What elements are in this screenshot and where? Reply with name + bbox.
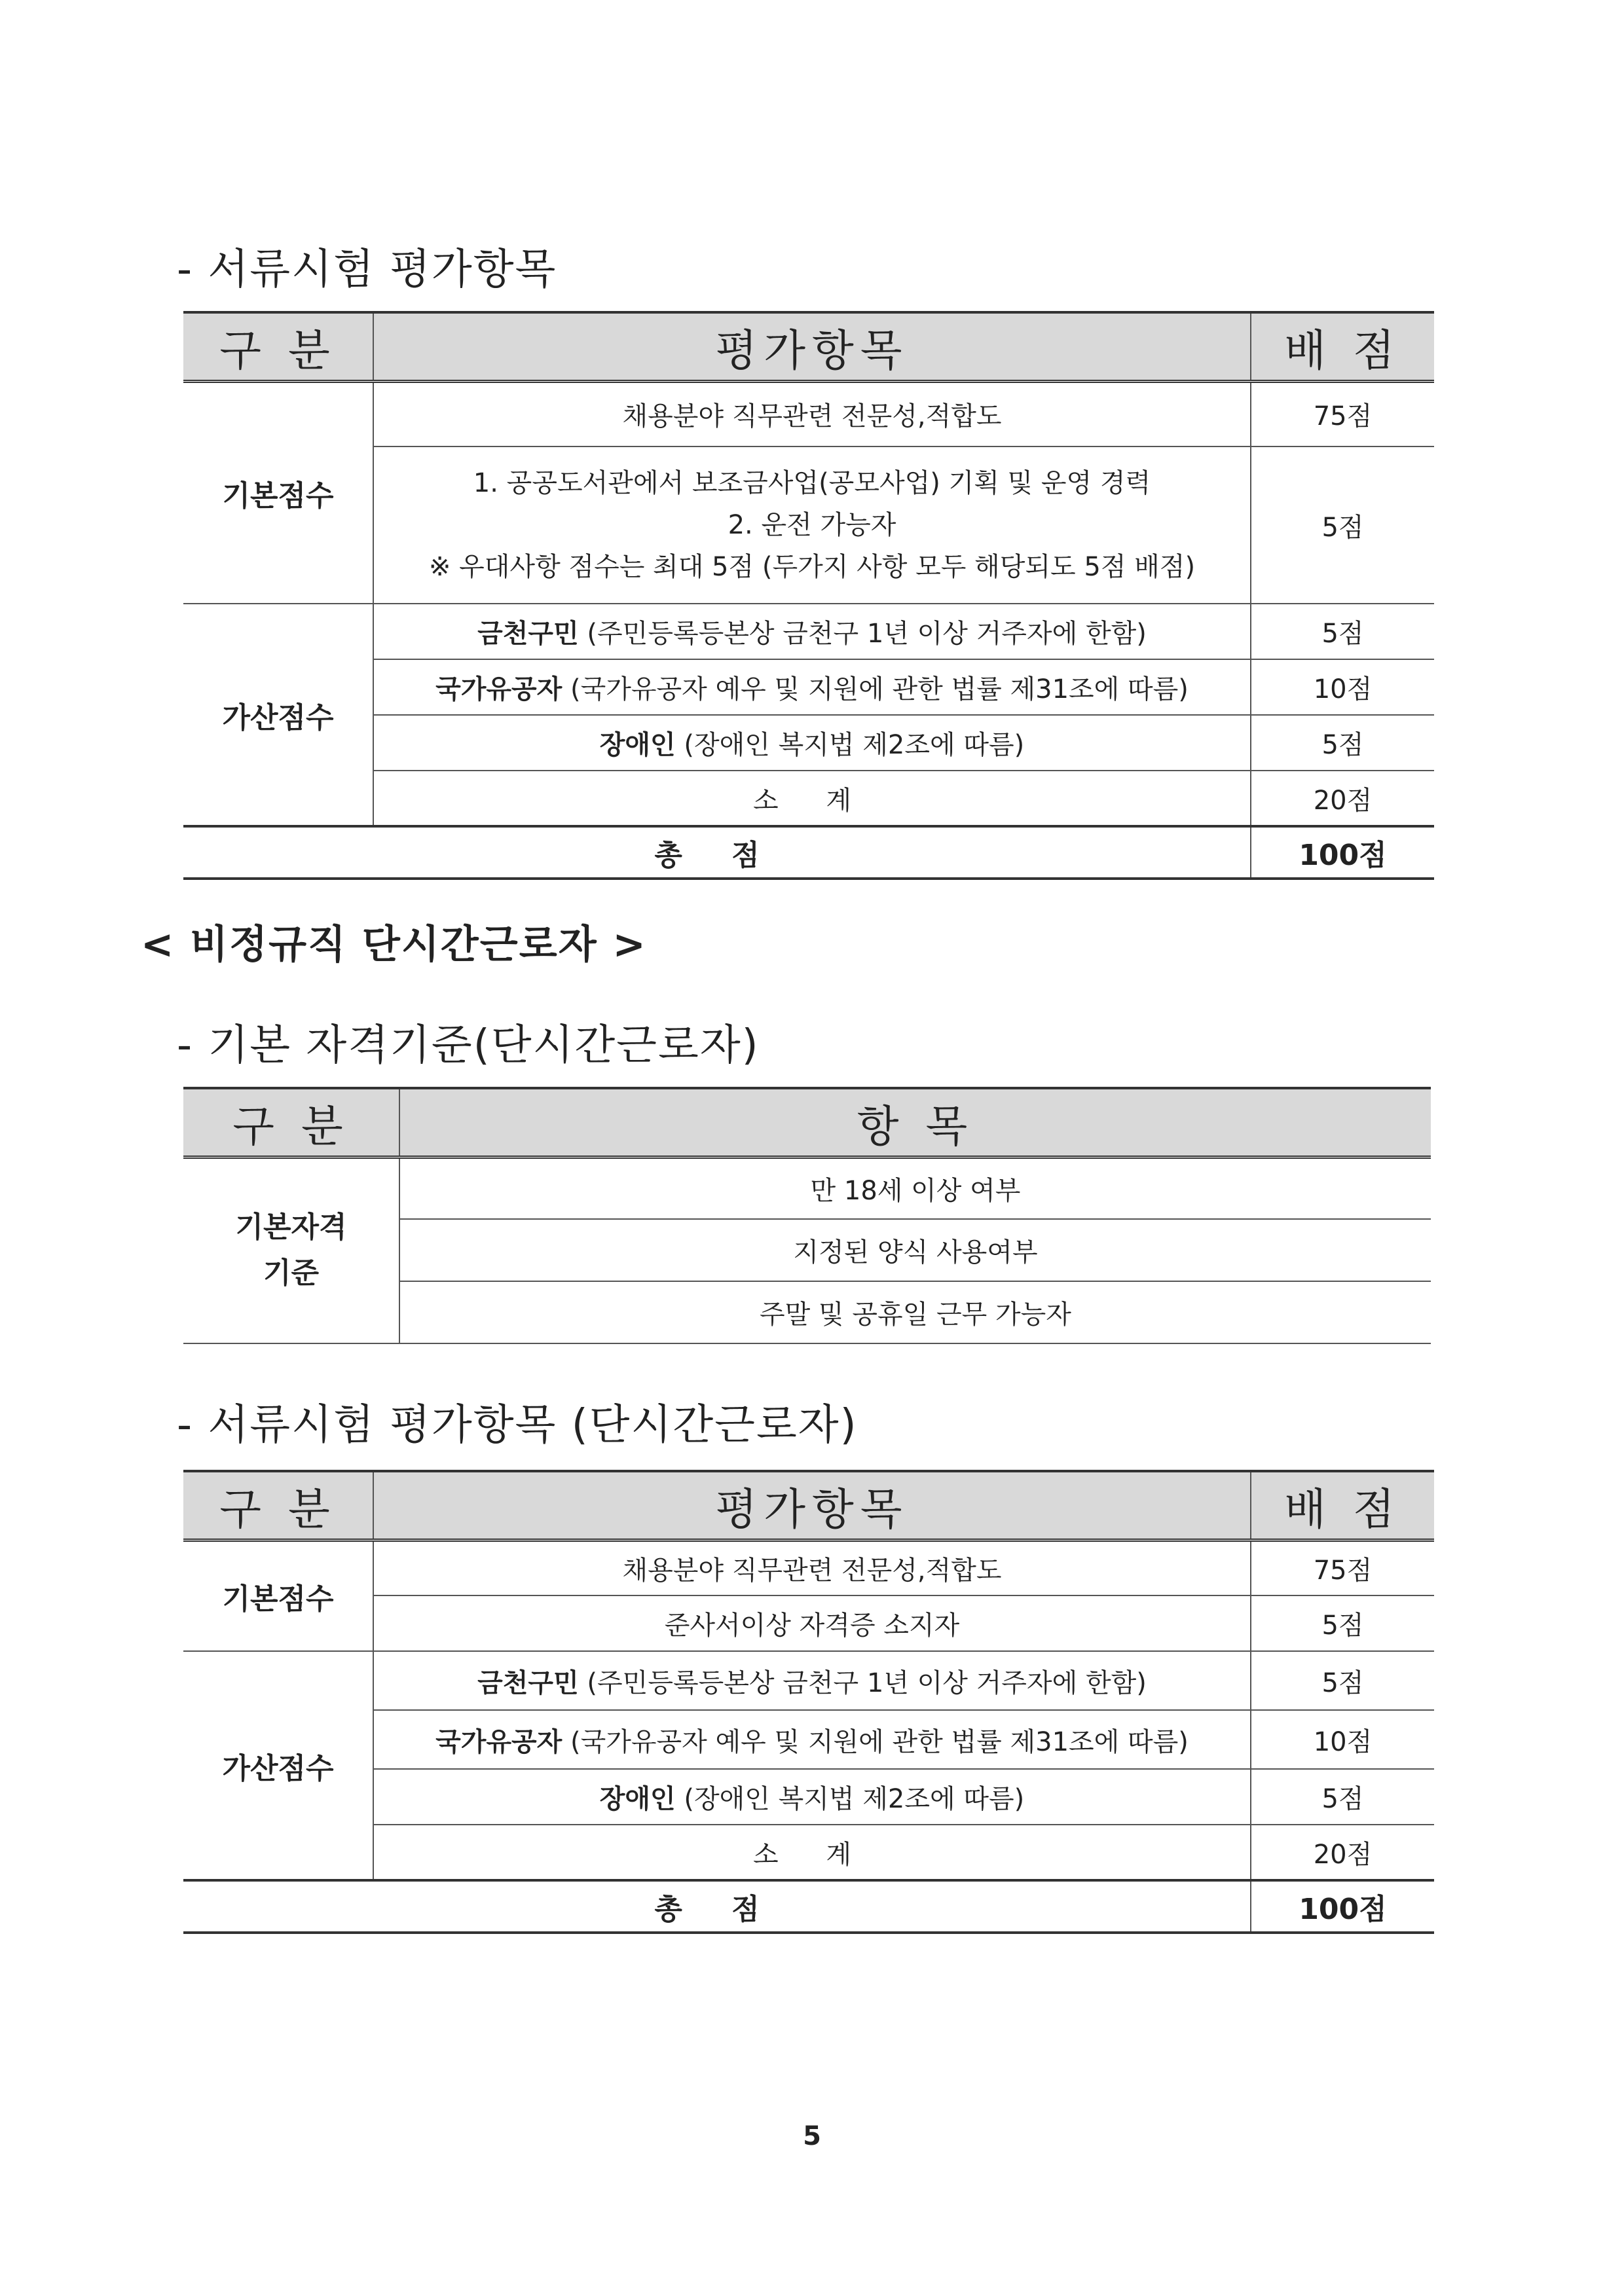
subtotal-label: 소 계 — [373, 771, 1251, 826]
item-detail: (주민등록등본상 금천구 1년 이상 거주자에 한함) — [578, 1667, 1147, 1698]
item-text — [373, 604, 1251, 659]
category-bonus: 가산점수 — [183, 604, 373, 826]
header-item: 평가항목 — [373, 1471, 1251, 1540]
score-cell: 75점 — [1251, 381, 1434, 446]
score-cell: 5점 — [1251, 715, 1434, 771]
score-cell: 5점 — [1251, 1769, 1434, 1825]
item-text — [373, 1769, 1251, 1825]
preference-line-1: 1. 공공도서관에서 보조금사업(공모사업) 기획 및 운영 경력 — [473, 468, 1151, 498]
item-detail: (국가유공자 예우 및 지원에 관한 법률 제31조에 따름) — [562, 1726, 1189, 1757]
page-number: 5 — [803, 2121, 821, 2151]
total-score: 100점 — [1251, 826, 1434, 879]
evaluation-table-1 — [183, 311, 1434, 880]
item-detail: (주민등록등본상 금천구 1년 이상 거주자에 한함) — [578, 619, 1147, 649]
subtotal-score: 20점 — [1251, 1825, 1434, 1880]
subtotal-score: 20점 — [1251, 771, 1434, 826]
category-bonus: 가산점수 — [183, 1651, 373, 1880]
category-line-2: 기준 — [263, 1256, 319, 1290]
section-heading: < 비정규직 단시간근로자 > — [141, 922, 647, 968]
section2-title: - 기본 자격기준(단시간근로자) — [177, 1021, 760, 1070]
total-score: 100점 — [1251, 1880, 1434, 1933]
item-text: 준사서이상 자격증 소지자 — [373, 1595, 1251, 1651]
subtotal-label: 소 계 — [373, 1825, 1251, 1880]
header-item: 항 목 — [399, 1088, 1431, 1157]
header-score: 배 점 — [1251, 312, 1434, 381]
category-line-1: 기본자격 — [235, 1211, 347, 1245]
category-basic: 기본점수 — [183, 381, 373, 604]
header-item: 평가항목 — [373, 312, 1251, 381]
item-text: 채용분야 직무관련 전문성,적합도 — [373, 381, 1251, 446]
preference-line-2: 2. 운전 가능자 — [728, 510, 896, 540]
item-bold: 국가유공자 — [435, 1726, 563, 1757]
score-cell: 5점 — [1251, 604, 1434, 659]
preference-items — [373, 446, 1251, 604]
header-category: 구 분 — [183, 312, 373, 381]
item-bold: 국가유공자 — [435, 674, 563, 704]
preference-note: ※ 우대사항 점수는 최대 5점 (두가지 사항 모두 해당되도 5점 배점) — [428, 552, 1196, 582]
score-cell: 10점 — [1251, 659, 1434, 715]
item-detail: (장애인 복지법 제2조에 따름) — [675, 730, 1025, 760]
item-detail: (장애인 복지법 제2조에 따름) — [675, 1784, 1025, 1814]
category-qualification — [183, 1157, 399, 1343]
item-bold: 장애인 — [599, 1784, 676, 1814]
item-text — [373, 715, 1251, 771]
header-category: 구 분 — [183, 1471, 373, 1540]
score-cell: 5점 — [1251, 446, 1434, 604]
qualification-item: 만 18세 이상 여부 — [399, 1157, 1431, 1219]
item-bold: 장애인 — [599, 730, 676, 760]
qualification-item: 주말 및 공휴일 근무 가능자 — [399, 1281, 1431, 1343]
total-label: 총 점 — [183, 826, 1251, 879]
item-detail: (국가유공자 예우 및 지원에 관한 법률 제31조에 따름) — [562, 674, 1189, 704]
score-cell: 10점 — [1251, 1710, 1434, 1769]
evaluation-table-2 — [183, 1470, 1434, 1934]
score-cell: 75점 — [1251, 1540, 1434, 1595]
category-basic: 기본점수 — [183, 1540, 373, 1651]
header-category: 구 분 — [183, 1088, 399, 1157]
section1-title: - 서류시험 평가항목 — [177, 246, 557, 294]
item-text — [373, 659, 1251, 715]
section3-title: - 서류시험 평가항목 (단시간근로자) — [177, 1401, 858, 1449]
item-bold: 금천구민 — [477, 1667, 579, 1698]
qualification-table — [183, 1087, 1431, 1344]
qualification-item: 지정된 양식 사용여부 — [399, 1219, 1431, 1281]
header-score: 배 점 — [1251, 1471, 1434, 1540]
score-cell: 5점 — [1251, 1651, 1434, 1710]
item-text — [373, 1651, 1251, 1710]
item-bold: 금천구민 — [477, 619, 579, 649]
item-text: 채용분야 직무관련 전문성,적합도 — [373, 1540, 1251, 1595]
total-label: 총 점 — [183, 1880, 1251, 1933]
score-cell: 5점 — [1251, 1595, 1434, 1651]
item-text — [373, 1710, 1251, 1769]
